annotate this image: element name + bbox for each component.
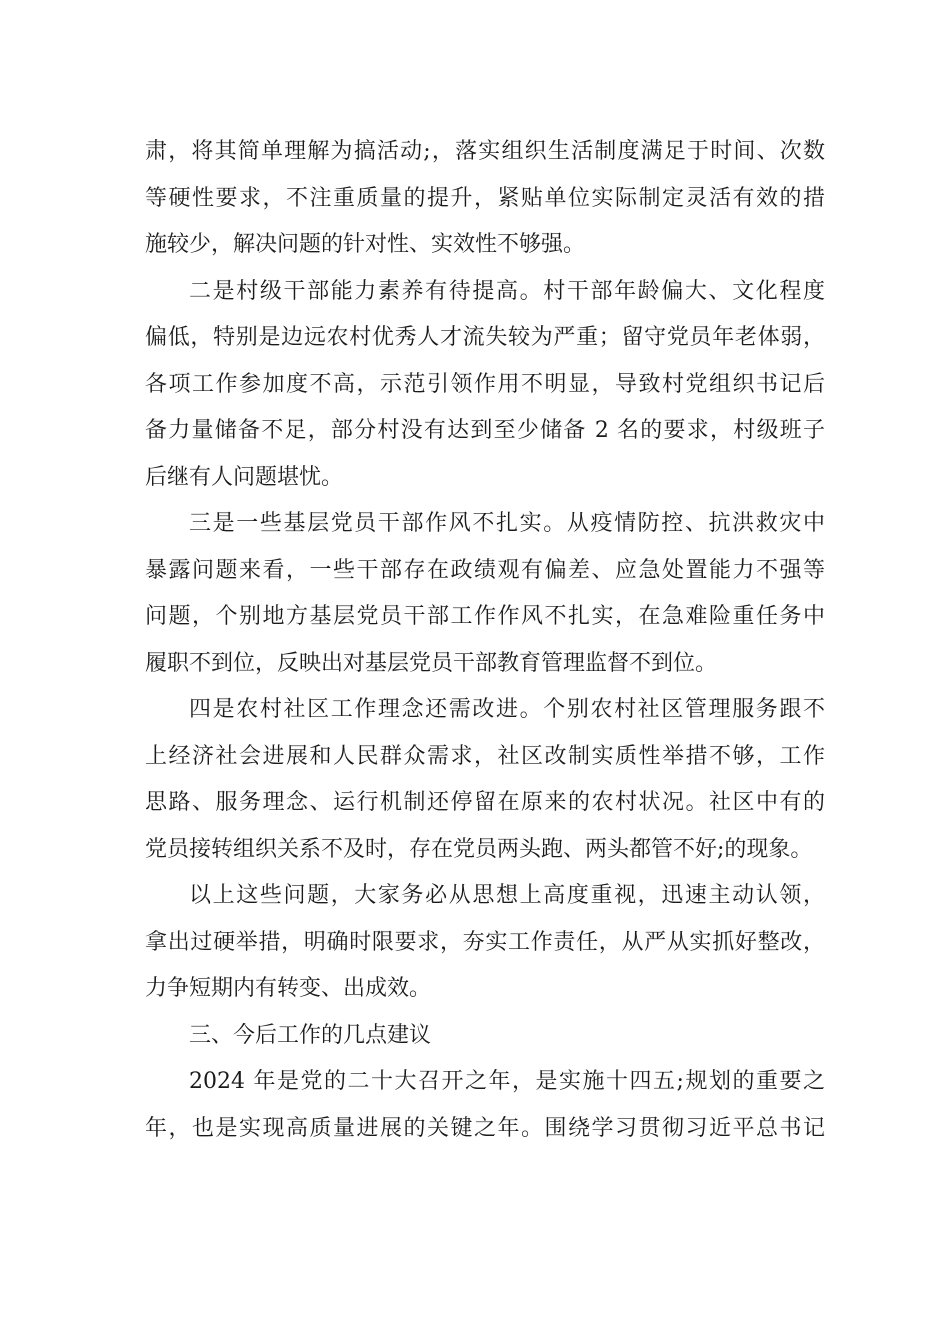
text-line-21: 2024 年是党的二十大召开之年，是实施十四五;规划的重要之 [189, 1069, 825, 1094]
document-body [145, 129, 825, 1152]
text-line-7: 备力量储备不足，部分村没有达到至少储备 2 名的要求，村级班子 [145, 418, 825, 443]
text-line-16: 党员接转组织关系不及时，存在党员两头跑、两头都管不好;的现象。 [145, 836, 813, 862]
text-line-18: 拿出过硬举措，明确时限要求，夯实工作责任，从严从实抓好整改， [145, 929, 825, 955]
text-line-13: 四是农村社区工作理念还需改进。个别农村社区管理服务跟不 [189, 697, 825, 722]
text-line-3: 施较少，解决问题的针对性、实效性不够强。 [145, 232, 586, 257]
text-line-11: 问题，个别地方基层党员干部工作作风不扎实，在急难险重任务中 [145, 604, 825, 629]
text-line-14: 上经济社会进展和人民群众需求，社区改制实质性举措不够，工作 [145, 743, 825, 769]
text-line-6: 各项工作参加度不高，示范引领作用不明显，导致村党组织书记后 [145, 371, 825, 397]
text-line-22: 年，也是实现高质量进展的关键之年。围绕学习贯彻习近平总书记 [145, 1115, 825, 1141]
text-line-1: 肃，将其简单理解为搞活动;，落实组织生活制度满足于时间、次数 [145, 139, 825, 164]
text-line-5: 偏低，特别是边远农村优秀人才流失较为严重；留守党员年老体弱， [145, 325, 825, 350]
text-line-17: 以上这些问题，大家务必从思想上高度重视，迅速主动认领， [189, 883, 825, 908]
text-line-15: 思路、服务理念、运行机制还停留在原来的农村状况。社区中有的 [145, 790, 825, 815]
text-line-4: 二是村级干部能力素养有待提高。村干部年龄偏大、文化程度 [189, 278, 825, 304]
text-line-10: 暴露问题来看，一些干部存在政绩观有偏差、应急处置能力不强等 [145, 557, 825, 583]
text-line-2: 等硬性要求，不注重质量的提升，紧贴单位实际制定灵活有效的措 [145, 185, 825, 211]
text-line-12: 履职不到位，反映出对基层党员干部教育管理监督不到位。 [145, 650, 718, 676]
text-line-19: 力争短期内有转变、出成效。 [145, 976, 432, 1001]
text-line-9: 三是一些基层党员干部作风不扎实。从疫情防控、抗洪救灾中 [189, 511, 825, 536]
section-heading: 三、今后工作的几点建议 [189, 1022, 432, 1048]
text-line-8: 后继有人问题堪忧。 [145, 464, 344, 490]
